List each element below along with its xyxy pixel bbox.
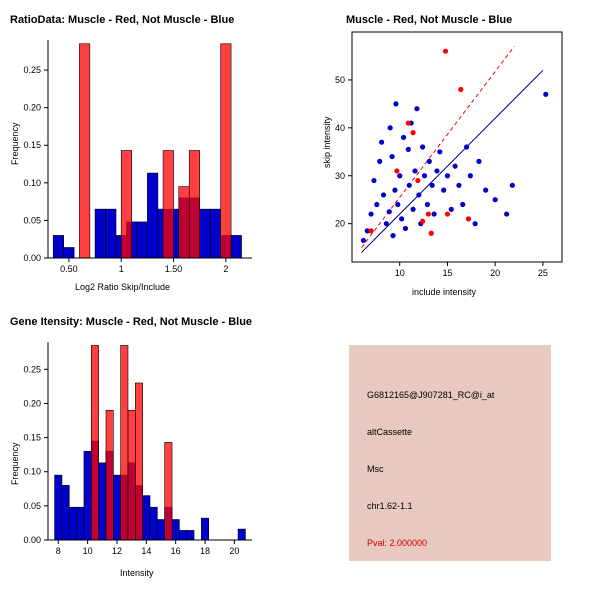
probe-id-text: G6812165@J907281_RC@i_at	[367, 390, 495, 400]
svg-text:2: 2	[223, 264, 229, 274]
svg-text:0.20: 0.20	[23, 398, 41, 409]
svg-text:1.50: 1.50	[164, 264, 183, 274]
svg-text:25: 25	[537, 268, 548, 278]
tissue-text: Msc	[367, 464, 384, 474]
svg-text:8: 8	[55, 546, 61, 556]
svg-text:16: 16	[170, 546, 181, 556]
svg-text:0.05: 0.05	[23, 215, 41, 226]
pval-text: Pval: 2.000000	[367, 538, 428, 548]
panel-ratio-histogram	[0, 0, 300, 300]
svg-text:0.10: 0.10	[23, 177, 41, 188]
ratio-histogram-ylabel: Frequency	[10, 122, 20, 165]
panel-scatter	[300, 0, 600, 300]
svg-text:0.10: 0.10	[23, 466, 41, 477]
svg-text:0.05: 0.05	[23, 500, 41, 511]
svg-text:14: 14	[141, 546, 152, 556]
svg-text:10: 10	[394, 268, 405, 278]
gene-histogram-ylabel: Frequency	[10, 442, 20, 485]
scatter-xlabel: include intensity	[412, 287, 477, 297]
svg-text:30: 30	[334, 170, 345, 181]
svg-text:0.15: 0.15	[23, 432, 41, 443]
svg-text:40: 40	[334, 122, 345, 133]
svg-text:15: 15	[442, 268, 453, 278]
gene-histogram-title: Gene Itensity: Muscle - Red, Not Muscle - Blue	[10, 316, 253, 328]
svg-text:18: 18	[200, 546, 211, 556]
ratio-histogram-plot	[0, 0, 300, 300]
ratio-histogram-title: RatioData: Muscle - Red, Not Muscle - Blue	[10, 14, 235, 26]
panel-gene-histogram	[0, 300, 300, 600]
svg-text:20: 20	[229, 546, 240, 556]
svg-text:0.00: 0.00	[23, 253, 41, 263]
scatter-plot	[300, 0, 600, 300]
svg-text:1: 1	[118, 264, 124, 274]
svg-text:0.50: 0.50	[60, 264, 78, 274]
ratio-histogram-xlabel: Log2 Ratio Skip/Include	[75, 282, 171, 292]
svg-text:0.15: 0.15	[23, 140, 41, 151]
scatter-ylabel: skip intensity	[322, 116, 332, 168]
svg-text:0.00: 0.00	[23, 535, 41, 545]
scatter-title: Muscle - Red, Not Muscle - Blue	[346, 14, 513, 26]
svg-text:0.20: 0.20	[23, 102, 41, 113]
svg-text:20: 20	[490, 268, 501, 278]
gene-histogram-plot	[0, 300, 300, 600]
svg-text:20: 20	[334, 218, 345, 229]
probe-info-box	[349, 345, 551, 561]
svg-text:0.25: 0.25	[23, 364, 41, 375]
event-type-text: altCassette	[367, 427, 413, 437]
svg-text:12: 12	[111, 546, 122, 556]
svg-text:0.25: 0.25	[23, 65, 41, 76]
svg-text:50: 50	[334, 74, 345, 85]
location-text: chr1.62-1.1	[367, 501, 413, 511]
gene-histogram-xlabel: Intensity	[120, 568, 154, 578]
svg-text:10: 10	[82, 546, 93, 556]
